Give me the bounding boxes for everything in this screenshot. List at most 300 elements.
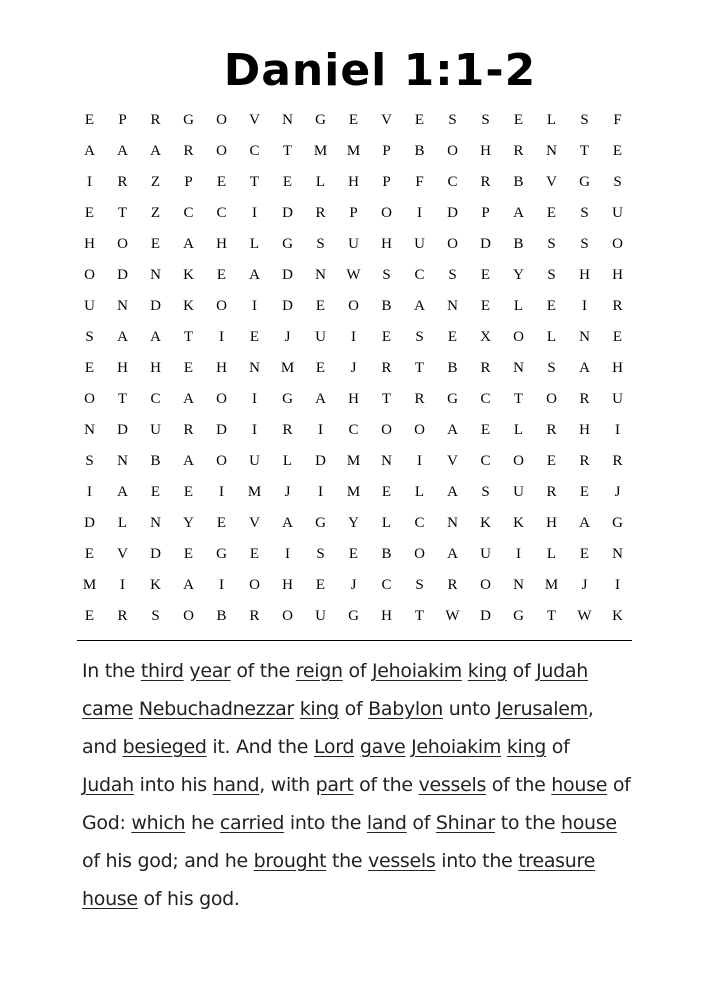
hidden-word: house [560,812,617,834]
grid-letter: I [252,298,257,314]
grid-letter: V [381,112,392,128]
grid-letter: D [84,515,95,531]
page-title: Daniel 1:1-2 [223,45,537,96]
passage-line [82,804,642,842]
grid-letter: M [280,360,295,376]
grid-letter: S [613,174,622,190]
passage-text: , [587,698,594,720]
grid-letter: L [117,515,128,531]
grid-letter: E [513,112,524,128]
hidden-word: reign [295,660,343,682]
grid-letter: N [84,422,95,438]
grid-letter: K [150,577,161,593]
grid-letter: G [282,236,293,252]
grid-letter: C [216,205,227,221]
grid-letter: J [350,577,357,593]
grid-letter: D [315,453,326,469]
grid-letter: E [216,174,227,190]
grid-letter: E [84,112,95,128]
grid-letter: R [447,577,458,593]
grid-letter: T [282,143,293,159]
grid-letter: F [613,112,622,128]
grid-letter: A [84,143,95,159]
passage-text: of [342,660,372,682]
grid-letter: E [447,329,458,345]
grid-letter: L [546,329,557,345]
grid-letter: S [481,484,490,500]
grid-letter: A [117,484,128,500]
passage-text: of the [230,660,296,682]
passage-text: the [326,850,368,872]
grid-letter: I [87,174,92,190]
grid-letter: C [414,267,425,283]
grid-letter: L [249,236,260,252]
grid-letter: H [216,360,227,376]
grid-letter: A [183,453,194,469]
grid-letter: O [414,546,425,562]
grid-letter: S [448,112,457,128]
grid-letter: A [150,329,161,345]
hidden-word: brought [253,850,327,872]
passage-text: into his [133,774,213,796]
hidden-word: house [82,888,138,910]
grid-letter: E [282,174,293,190]
passage-text: of his god. [137,888,240,910]
grid-letter: O [612,236,623,252]
grid-letter: M [346,143,361,159]
grid-letter: A [183,577,194,593]
hidden-word: house [551,774,608,796]
grid-letter: R [183,422,194,438]
grid-letter: O [414,422,425,438]
grid-letter: E [216,267,227,283]
grid-letter: W [577,608,592,624]
grid-letter: E [546,205,557,221]
grid-letter: H [612,267,623,283]
passage-text: of [406,812,436,834]
grid-letter: I [285,546,290,562]
grid-letter: J [284,329,291,345]
grid-letter: T [546,608,557,624]
grid-letter: T [117,391,128,407]
grid-letter: U [513,484,524,500]
hidden-word: carried [219,812,285,834]
grid-letter: G [579,174,590,190]
grid-letter: N [249,360,260,376]
grid-letter: E [348,546,359,562]
grid-letter: N [546,143,557,159]
hidden-word: third [140,660,184,682]
grid-letter: O [546,391,557,407]
grid-letter: N [150,267,161,283]
word-search-grid [73,105,634,632]
grid-letter: T [579,143,590,159]
grid-letter: N [150,515,161,531]
grid-letter: B [513,174,524,190]
grid-letter: R [579,391,590,407]
grid-letter: S [415,577,424,593]
grid-letter: H [216,236,227,252]
passage-text: of the [486,774,552,796]
grid-letter: E [546,453,557,469]
hidden-word: Jehoiakim [411,736,502,758]
grid-letter: R [513,143,524,159]
passage-text: to the [494,812,561,834]
grid-letter: Z [150,174,161,190]
grid-letter: S [481,112,490,128]
grid-letter: E [315,360,326,376]
grid-letter: O [216,112,227,128]
grid-letter: K [612,608,623,624]
grid-letter: A [315,391,326,407]
grid-letter: S [415,329,424,345]
grid-letter: G [612,515,623,531]
grid-letter: R [150,112,161,128]
grid-letter: N [315,267,326,283]
grid-letter: U [315,329,326,345]
grid-letter: I [219,329,224,345]
grid-letter: E [84,546,95,562]
grid-letter: E [249,329,260,345]
grid-letter: S [580,205,589,221]
grid-letter: I [582,298,587,314]
grid-letter: B [414,143,425,159]
passage-text: of the [353,774,419,796]
grid-letter: K [480,515,491,531]
hidden-word: besieged [122,736,207,758]
grid-letter: G [348,608,359,624]
passage-line [82,728,642,766]
grid-letter: N [447,298,458,314]
grid-letter: O [216,298,227,314]
grid-letter: T [117,205,128,221]
grid-letter: C [447,174,458,190]
grid-letter: P [382,174,391,190]
grid-letter: A [249,267,260,283]
grid-letter: I [219,484,224,500]
grid-letter: N [117,453,128,469]
hidden-word: Judah [82,774,134,796]
grid-letter: U [150,422,161,438]
grid-letter: A [447,422,458,438]
grid-letter: I [417,205,422,221]
grid-letter: O [216,391,227,407]
divider [77,640,632,641]
grid-letter: T [414,360,425,376]
hidden-word: came [82,698,134,720]
grid-letter: A [414,298,425,314]
grid-letter: I [615,422,620,438]
grid-letter: S [382,267,391,283]
grid-letter: J [284,484,291,500]
hidden-word: which [131,812,186,834]
grid-letter: O [84,267,95,283]
grid-letter: V [249,515,260,531]
grid-letter: E [381,329,392,345]
grid-letter: G [513,608,524,624]
grid-letter: S [547,236,556,252]
grid-letter: W [346,267,361,283]
passage-text: In the [82,660,141,682]
grid-letter: P [118,112,127,128]
grid-letter: N [282,112,293,128]
grid-letter: C [381,577,392,593]
grid-letter: D [150,546,161,562]
grid-letter: D [282,205,293,221]
passage-text: he [185,812,220,834]
grid-letter: L [546,546,557,562]
grid-letter: I [417,453,422,469]
grid-letter: Y [513,267,524,283]
hidden-word: Jehoiakim [371,660,462,682]
grid-letter: L [381,515,392,531]
hidden-word: king [506,736,547,758]
grid-letter: R [546,422,557,438]
grid-letter: N [513,577,524,593]
grid-letter: E [150,236,161,252]
grid-letter: H [381,608,392,624]
hidden-word: king [299,698,339,720]
hidden-word: hand [212,774,260,796]
grid-letter: S [547,360,556,376]
grid-letter: T [183,329,194,345]
passage-text: God: [82,812,132,834]
grid-letter: H [348,174,359,190]
grid-letter: A [117,329,128,345]
grid-letter: E [348,112,359,128]
hidden-word: vessels [368,850,436,872]
grid-letter: D [282,267,293,283]
grid-letter: B [216,608,227,624]
grid-letter: S [448,267,457,283]
hidden-word: Babylon [368,698,443,720]
passage-text: of [338,698,369,720]
grid-letter: S [85,329,94,345]
grid-letter: E [216,515,227,531]
grid-letter: B [150,453,161,469]
grid-letter: S [547,267,556,283]
grid-letter: U [480,546,491,562]
passage-line [82,690,642,728]
grid-letter: R [414,391,425,407]
grid-letter: Y [348,515,359,531]
grid-letter: C [480,453,491,469]
hidden-word: land [366,812,407,834]
grid-letter: A [282,515,293,531]
grid-letter: E [315,298,326,314]
grid-letter: E [315,577,326,593]
grid-letter: D [282,298,293,314]
grid-letter: E [612,143,623,159]
grid-letter: S [580,236,589,252]
grid-letter: G [315,515,326,531]
grid-letter: E [579,546,590,562]
grid-letter: E [612,329,623,345]
hidden-word: treasure [518,850,596,872]
grid-letter: A [183,391,194,407]
grid-letter: H [480,143,491,159]
grid-letter: N [513,360,524,376]
grid-letter: R [117,608,128,624]
grid-letter: E [84,205,95,221]
grid-letter: O [183,608,194,624]
grid-letter: O [84,391,95,407]
grid-letter: D [447,205,458,221]
grid-letter: V [447,453,458,469]
grid-letter: E [381,484,392,500]
grid-letter: B [381,546,392,562]
grid-letter: E [480,298,491,314]
grid-letter: O [480,577,491,593]
grid-letter: C [183,205,194,221]
grid-letter: L [414,484,425,500]
grid-letter: K [513,515,524,531]
hidden-word: gave [359,736,406,758]
grid-letter: M [247,484,262,500]
passage-text: of his god; and he [82,850,254,872]
grid-letter: M [544,577,559,593]
passage-text: , with [259,774,316,796]
grid-letter: L [282,453,293,469]
grid-letter: V [546,174,557,190]
hidden-word: king [467,660,507,682]
grid-letter: R [612,298,623,314]
grid-letter: V [117,546,128,562]
grid-letter: U [348,236,359,252]
grid-letter: N [381,453,392,469]
grid-letter: G [183,112,194,128]
grid-letter: T [381,391,392,407]
grid-letter: E [150,484,161,500]
grid-letter: S [580,112,589,128]
grid-letter: E [84,608,95,624]
grid-letter: E [480,267,491,283]
passage-line [82,880,642,918]
grid-letter: S [85,453,94,469]
passage-text: into the [435,850,519,872]
hidden-word: part [315,774,354,796]
grid-letter: X [480,329,491,345]
grid-letter: Z [150,205,161,221]
grid-letter: R [381,360,392,376]
grid-letter: H [546,515,557,531]
grid-letter: B [447,360,458,376]
grid-letter: M [82,577,97,593]
grid-letter: C [150,391,161,407]
grid-letter: O [249,577,260,593]
grid-letter: N [447,515,458,531]
grid-letter: E [480,422,491,438]
grid-letter: G [216,546,227,562]
grid-letter: I [252,205,257,221]
grid-letter: H [348,391,359,407]
grid-letter: E [249,546,260,562]
grid-letter: I [318,484,323,500]
grid-letter: C [414,515,425,531]
grid-letter: O [513,329,524,345]
grid-letter: O [513,453,524,469]
grid-letter: L [513,298,524,314]
grid-letter: L [513,422,524,438]
grid-letter: P [349,205,358,221]
grid-letter: O [381,422,392,438]
grid-letter: I [87,484,92,500]
grid-letter: E [579,484,590,500]
grid-letter: K [183,298,194,314]
grid-letter: E [414,112,425,128]
grid-letter: C [249,143,260,159]
grid-letter: I [351,329,356,345]
grid-letter: G [282,391,293,407]
hidden-word: Shinar [435,812,495,834]
grid-letter: S [151,608,160,624]
passage-text: it. And the [206,736,314,758]
grid-letter: J [581,577,588,593]
grid-letter: M [346,453,361,469]
grid-letter: H [84,236,95,252]
grid-letter: D [117,422,128,438]
grid-letter: M [346,484,361,500]
grid-letter: D [480,608,491,624]
grid-letter: F [415,174,424,190]
grid-letter: L [546,112,557,128]
grid-letter: H [282,577,293,593]
grid-letter: I [252,391,257,407]
grid-letter: S [316,546,325,562]
grid-letter: D [117,267,128,283]
passage-line [82,652,642,690]
grid-letter: A [579,515,590,531]
grid-letter: H [612,360,623,376]
grid-letter: S [316,236,325,252]
grid-letter: N [117,298,128,314]
grid-letter: O [117,236,128,252]
passage-text: of [607,774,631,796]
grid-letter: H [117,360,128,376]
grid-letter: E [183,546,194,562]
grid-letter: R [315,205,326,221]
grid-letter: J [614,484,621,500]
grid-letter: R [117,174,128,190]
grid-letter: R [546,484,557,500]
passage-line [82,766,642,804]
grid-letter: R [183,143,194,159]
grid-letter: I [318,422,323,438]
grid-letter: R [282,422,293,438]
grid-letter: A [150,143,161,159]
grid-letter: T [414,608,425,624]
grid-letter: R [480,174,491,190]
grid-letter: P [481,205,490,221]
grid-letter: E [546,298,557,314]
grid-letter: O [447,143,458,159]
grid-letter: G [447,391,458,407]
passage-text: into the [284,812,367,834]
hidden-word: Nebuchadnezzar [138,698,294,720]
grid-letter: I [615,577,620,593]
grid-letter: R [579,453,590,469]
hidden-word: vessels [418,774,487,796]
grid-letter: H [579,422,590,438]
grid-letter: N [579,329,590,345]
grid-letter: A [447,546,458,562]
grid-letter: U [414,236,425,252]
grid-letter: A [579,360,590,376]
grid-letter: C [480,391,491,407]
grid-letter: G [315,112,326,128]
grid-letter: R [612,453,623,469]
grid-letter: V [249,112,260,128]
